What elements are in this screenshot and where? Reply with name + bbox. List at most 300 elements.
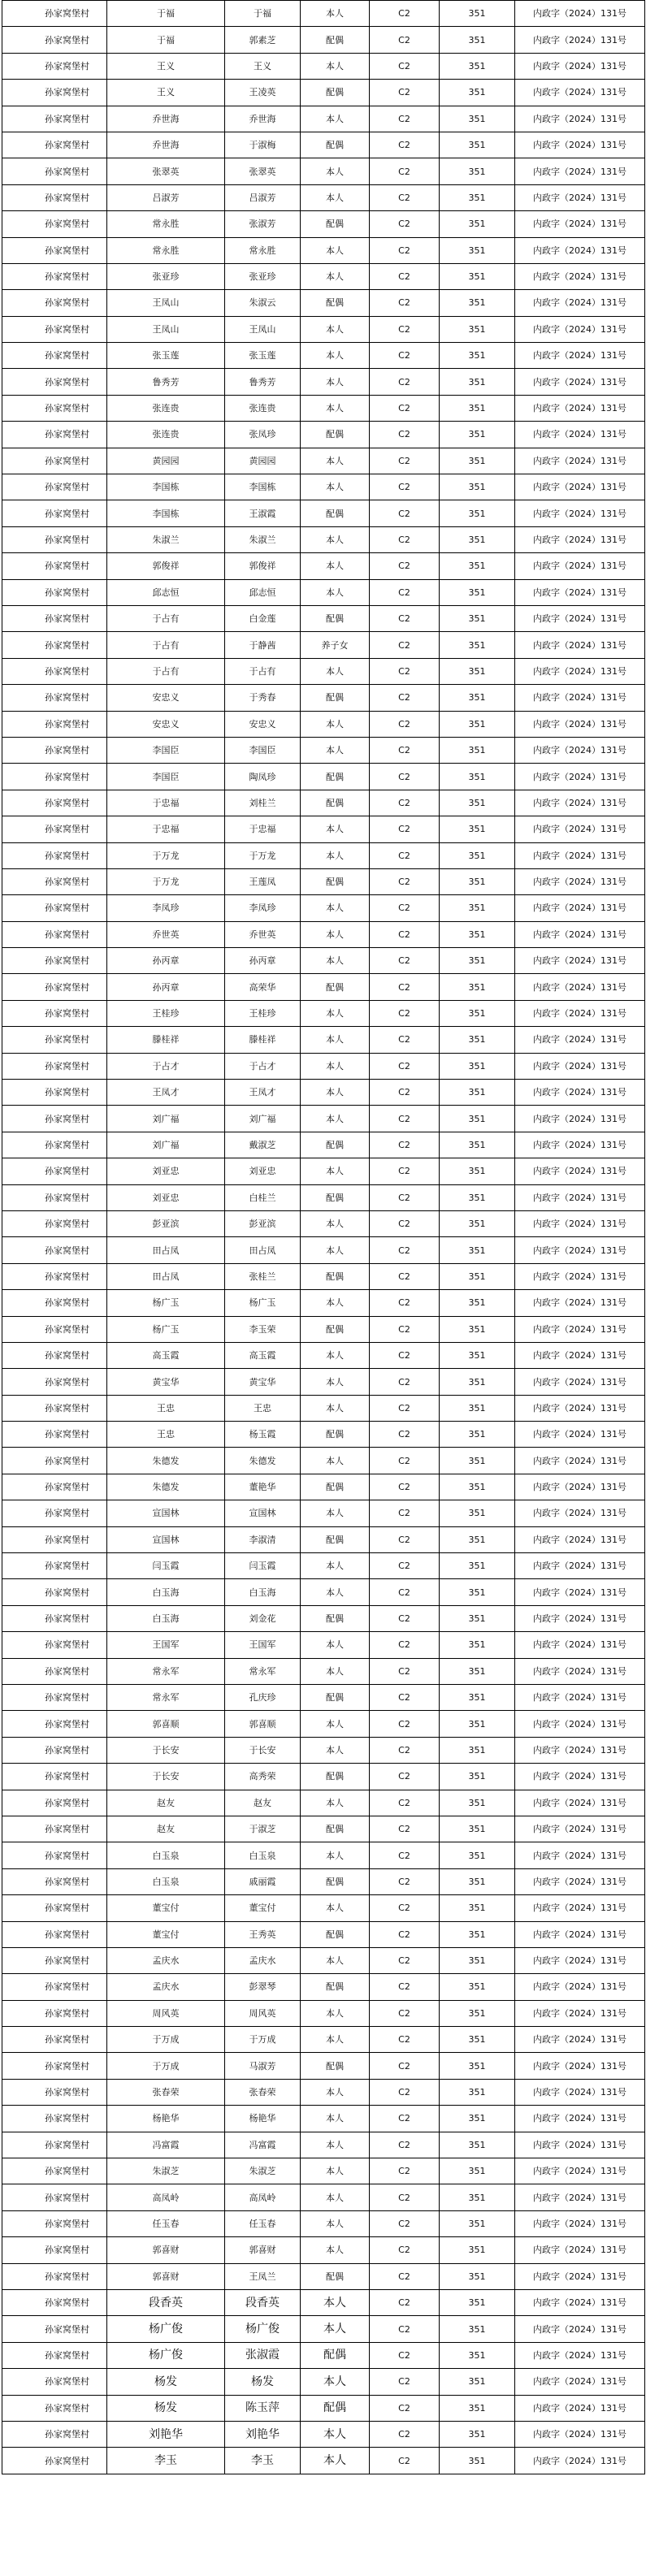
document-number-cell: 内政字（2024）131号: [515, 184, 645, 210]
relationship-cell: 配偶: [301, 1316, 370, 1342]
amount-cell: 351: [440, 2421, 515, 2447]
relationship-cell: 配偶: [301, 2053, 370, 2079]
relationship-cell: 本人: [301, 553, 370, 579]
grade-cell: C2: [370, 80, 440, 106]
village-cell: 孙家窝堡村: [2, 2053, 107, 2079]
document-number-cell: 内政字（2024）131号: [515, 1369, 645, 1395]
member-name-cell: 张亚珍: [225, 263, 301, 289]
document-number-cell: 内政字（2024）131号: [515, 1500, 645, 1526]
table-row: [2, 1764, 645, 1790]
table-row: [2, 1395, 645, 1421]
village-cell: 孙家窝堡村: [2, 1342, 107, 1368]
table-row: [2, 2184, 645, 2210]
amount-cell: 351: [440, 2369, 515, 2395]
village-cell: 孙家窝堡村: [2, 500, 107, 526]
member-name-cell: 高秀荣: [225, 1764, 301, 1790]
table-row: [2, 1658, 645, 1684]
grade-cell: C2: [370, 343, 440, 369]
table-row: [2, 316, 645, 342]
member-name-cell: 董宝付: [225, 1895, 301, 1921]
household-head-cell: 常永胜: [107, 237, 225, 263]
table-row: [2, 1816, 645, 1842]
village-cell: 孙家窝堡村: [2, 474, 107, 500]
member-name-cell: 戚丽霞: [225, 1868, 301, 1894]
amount-cell: 351: [440, 921, 515, 947]
village-cell: 孙家窝堡村: [2, 685, 107, 711]
household-head-cell: 滕桂祥: [107, 1027, 225, 1053]
grade-cell: C2: [370, 921, 440, 947]
member-name-cell: 王凤山: [225, 316, 301, 342]
relationship-cell: 本人: [301, 474, 370, 500]
grade-cell: C2: [370, 1369, 440, 1395]
household-head-cell: 于占有: [107, 658, 225, 684]
member-name-cell: 董艳华: [225, 1474, 301, 1500]
table-row: [2, 2395, 645, 2421]
amount-cell: 351: [440, 2132, 515, 2158]
grade-cell: C2: [370, 579, 440, 605]
grade-cell: C2: [370, 1553, 440, 1579]
grade-cell: C2: [370, 1790, 440, 1816]
grade-cell: C2: [370, 2132, 440, 2158]
household-head-cell: 李国栋: [107, 500, 225, 526]
table-row: [2, 685, 645, 711]
village-cell: 孙家窝堡村: [2, 1053, 107, 1079]
table-row: [2, 1500, 645, 1526]
household-head-cell: 乔世海: [107, 132, 225, 158]
amount-cell: 351: [440, 1658, 515, 1684]
grade-cell: C2: [370, 1158, 440, 1184]
document-number-cell: 内政字（2024）131号: [515, 158, 645, 184]
village-cell: 孙家窝堡村: [2, 263, 107, 289]
grade-cell: C2: [370, 1000, 440, 1026]
member-name-cell: 于占才: [225, 1053, 301, 1079]
village-cell: 孙家窝堡村: [2, 2421, 107, 2447]
relationship-cell: 本人: [301, 237, 370, 263]
relationship-cell: 配偶: [301, 1474, 370, 1500]
table-body: [2, 1, 645, 2474]
village-cell: 孙家窝堡村: [2, 2237, 107, 2263]
grade-cell: C2: [370, 1974, 440, 2000]
relationship-cell: 本人: [301, 1500, 370, 1526]
relationship-cell: 养子女: [301, 632, 370, 658]
document-number-cell: 内政字（2024）131号: [515, 764, 645, 790]
grade-cell: C2: [370, 2316, 440, 2342]
table-row: [2, 1895, 645, 1921]
document-number-cell: 内政字（2024）131号: [515, 2369, 645, 2395]
relationship-cell: 本人: [301, 1210, 370, 1236]
amount-cell: 351: [440, 2000, 515, 2026]
member-name-cell: 王国军: [225, 1632, 301, 1658]
household-head-cell: 鲁秀芳: [107, 369, 225, 395]
amount-cell: 351: [440, 316, 515, 342]
document-number-cell: 内政字（2024）131号: [515, 1553, 645, 1579]
subsidy-record-table: [2, 0, 645, 2474]
household-head-cell: 于忠福: [107, 816, 225, 842]
household-head-cell: 孙丙章: [107, 948, 225, 974]
grade-cell: C2: [370, 1053, 440, 1079]
household-head-cell: 王忠: [107, 1395, 225, 1421]
household-head-cell: 杨广俊: [107, 2316, 225, 2342]
document-number-cell: 内政字（2024）131号: [515, 2263, 645, 2289]
member-name-cell: 乔世海: [225, 106, 301, 132]
document-number-cell: 内政字（2024）131号: [515, 106, 645, 132]
document-number-cell: 内政字（2024）131号: [515, 1263, 645, 1289]
member-name-cell: 朱淑云: [225, 290, 301, 316]
village-cell: 孙家窝堡村: [2, 1764, 107, 1790]
document-number-cell: 内政字（2024）131号: [515, 2106, 645, 2132]
relationship-cell: 本人: [301, 1448, 370, 1474]
village-cell: 孙家窝堡村: [2, 2289, 107, 2315]
document-number-cell: 内政字（2024）131号: [515, 685, 645, 711]
relationship-cell: 本人: [301, 2210, 370, 2236]
relationship-cell: 本人: [301, 2027, 370, 2053]
household-head-cell: 于占有: [107, 632, 225, 658]
amount-cell: 351: [440, 369, 515, 395]
grade-cell: C2: [370, 1184, 440, 1210]
member-name-cell: 常永胜: [225, 237, 301, 263]
amount-cell: 351: [440, 2237, 515, 2263]
relationship-cell: 本人: [301, 2184, 370, 2210]
table-row: [2, 263, 645, 289]
household-head-cell: 段香英: [107, 2289, 225, 2315]
document-number-cell: 内政字（2024）131号: [515, 790, 645, 816]
amount-cell: 351: [440, 290, 515, 316]
document-number-cell: 内政字（2024）131号: [515, 895, 645, 921]
document-number-cell: 内政字（2024）131号: [515, 1632, 645, 1658]
table-row: [2, 764, 645, 790]
grade-cell: C2: [370, 500, 440, 526]
relationship-cell: 本人: [301, 53, 370, 79]
amount-cell: 351: [440, 2210, 515, 2236]
member-name-cell: 王义: [225, 53, 301, 79]
grade-cell: C2: [370, 53, 440, 79]
table-row: [2, 1027, 645, 1053]
table-row: [2, 1474, 645, 1500]
member-name-cell: 张翠英: [225, 158, 301, 184]
grade-cell: C2: [370, 974, 440, 1000]
document-number-cell: 内政字（2024）131号: [515, 1921, 645, 1947]
grade-cell: C2: [370, 1658, 440, 1684]
relationship-cell: 本人: [301, 948, 370, 974]
amount-cell: 351: [440, 1027, 515, 1053]
household-head-cell: 杨广玉: [107, 1316, 225, 1342]
table-row: [2, 1685, 645, 1711]
grade-cell: C2: [370, 1027, 440, 1053]
table-row: [2, 1921, 645, 1947]
village-cell: 孙家窝堡村: [2, 974, 107, 1000]
amount-cell: 351: [440, 685, 515, 711]
relationship-cell: 配偶: [301, 132, 370, 158]
grade-cell: C2: [370, 842, 440, 868]
village-cell: 孙家窝堡村: [2, 2106, 107, 2132]
household-head-cell: 王凤才: [107, 1080, 225, 1106]
member-name-cell: 张连贵: [225, 395, 301, 421]
amount-cell: 351: [440, 605, 515, 631]
amount-cell: 351: [440, 2053, 515, 2079]
table-row: [2, 2106, 645, 2132]
village-cell: 孙家窝堡村: [2, 158, 107, 184]
document-number-cell: 内政字（2024）131号: [515, 2395, 645, 2421]
document-number-cell: 内政字（2024）131号: [515, 1816, 645, 1842]
household-head-cell: 高凤岭: [107, 2184, 225, 2210]
table-row: [2, 158, 645, 184]
document-number-cell: 内政字（2024）131号: [515, 27, 645, 53]
amount-cell: 351: [440, 2027, 515, 2053]
grade-cell: C2: [370, 1237, 440, 1263]
relationship-cell: 本人: [301, 1895, 370, 1921]
member-name-cell: 常永军: [225, 1658, 301, 1684]
grade-cell: C2: [370, 237, 440, 263]
household-head-cell: 乔世英: [107, 921, 225, 947]
grade-cell: C2: [370, 2395, 440, 2421]
relationship-cell: 配偶: [301, 1764, 370, 1790]
table-row: [2, 2289, 645, 2315]
grade-cell: C2: [370, 106, 440, 132]
relationship-cell: 配偶: [301, 1132, 370, 1158]
grade-cell: C2: [370, 526, 440, 552]
village-cell: 孙家窝堡村: [2, 737, 107, 763]
document-number-cell: 内政字（2024）131号: [515, 2237, 645, 2263]
document-number-cell: 内政字（2024）131号: [515, 1000, 645, 1026]
document-number-cell: 内政字（2024）131号: [515, 1290, 645, 1316]
member-name-cell: 田占凤: [225, 1237, 301, 1263]
relationship-cell: 本人: [301, 2132, 370, 2158]
grade-cell: C2: [370, 1395, 440, 1421]
relationship-cell: 配偶: [301, 1868, 370, 1894]
grade-cell: C2: [370, 1, 440, 27]
household-head-cell: 于万龙: [107, 842, 225, 868]
document-number-cell: 内政字（2024）131号: [515, 1658, 645, 1684]
document-number-cell: 内政字（2024）131号: [515, 2158, 645, 2184]
table-row: [2, 553, 645, 579]
grade-cell: C2: [370, 211, 440, 237]
relationship-cell: 本人: [301, 448, 370, 474]
member-name-cell: 滕桂祥: [225, 1027, 301, 1053]
table-row: [2, 1737, 645, 1763]
member-name-cell: 于万龙: [225, 842, 301, 868]
amount-cell: 351: [440, 1685, 515, 1711]
household-head-cell: 朱德发: [107, 1474, 225, 1500]
member-name-cell: 陶凤珍: [225, 764, 301, 790]
amount-cell: 351: [440, 1210, 515, 1236]
amount-cell: 351: [440, 1158, 515, 1184]
village-cell: 孙家窝堡村: [2, 1316, 107, 1342]
document-number-cell: 内政字（2024）131号: [515, 1526, 645, 1552]
member-name-cell: 陈玉萍: [225, 2395, 301, 2421]
grade-cell: C2: [370, 1816, 440, 1842]
household-head-cell: 张春荣: [107, 2079, 225, 2105]
amount-cell: 351: [440, 1921, 515, 1947]
village-cell: 孙家窝堡村: [2, 448, 107, 474]
household-head-cell: 赵友: [107, 1816, 225, 1842]
amount-cell: 351: [440, 343, 515, 369]
document-number-cell: 内政字（2024）131号: [515, 1210, 645, 1236]
village-cell: 孙家窝堡村: [2, 1237, 107, 1263]
relationship-cell: 配偶: [301, 1184, 370, 1210]
grade-cell: C2: [370, 632, 440, 658]
relationship-cell: 本人: [301, 1158, 370, 1184]
relationship-cell: 本人: [301, 2289, 370, 2315]
village-cell: 孙家窝堡村: [2, 2000, 107, 2026]
relationship-cell: 配偶: [301, 1816, 370, 1842]
member-name-cell: 王凤兰: [225, 2263, 301, 2289]
village-cell: 孙家窝堡村: [2, 2184, 107, 2210]
document-number-cell: 内政字（2024）131号: [515, 2342, 645, 2368]
amount-cell: 351: [440, 474, 515, 500]
relationship-cell: 本人: [301, 1579, 370, 1605]
village-cell: 孙家窝堡村: [2, 2316, 107, 2342]
amount-cell: 351: [440, 237, 515, 263]
table-row: [2, 921, 645, 947]
relationship-cell: 本人: [301, 1237, 370, 1263]
table-row: [2, 27, 645, 53]
document-number-cell: 内政字（2024）131号: [515, 211, 645, 237]
village-cell: 孙家窝堡村: [2, 579, 107, 605]
table-row: [2, 2369, 645, 2395]
relationship-cell: 本人: [301, 158, 370, 184]
table-row: [2, 53, 645, 79]
table-row: [2, 2263, 645, 2289]
village-cell: 孙家窝堡村: [2, 1632, 107, 1658]
household-head-cell: 孙丙章: [107, 974, 225, 1000]
relationship-cell: 配偶: [301, 2263, 370, 2289]
amount-cell: 351: [440, 1106, 515, 1132]
member-name-cell: 郭俊祥: [225, 553, 301, 579]
amount-cell: 351: [440, 1316, 515, 1342]
table-row: [2, 1106, 645, 1132]
household-head-cell: 任玉春: [107, 2210, 225, 2236]
household-head-cell: 周风英: [107, 2000, 225, 2026]
amount-cell: 351: [440, 80, 515, 106]
amount-cell: 351: [440, 1711, 515, 1737]
table-row: [2, 2448, 645, 2474]
village-cell: 孙家窝堡村: [2, 1422, 107, 1448]
village-cell: 孙家窝堡村: [2, 316, 107, 342]
relationship-cell: 本人: [301, 1790, 370, 1816]
amount-cell: 351: [440, 868, 515, 894]
member-name-cell: 刘金花: [225, 1605, 301, 1631]
village-cell: 孙家窝堡村: [2, 343, 107, 369]
member-name-cell: 郭喜顺: [225, 1711, 301, 1737]
table-row: [2, 1184, 645, 1210]
relationship-cell: 配偶: [301, 1685, 370, 1711]
household-head-cell: 刘广福: [107, 1106, 225, 1132]
document-number-cell: 内政字（2024）131号: [515, 2000, 645, 2026]
village-cell: 孙家窝堡村: [2, 80, 107, 106]
relationship-cell: 本人: [301, 2158, 370, 2184]
relationship-cell: 本人: [301, 2079, 370, 2105]
relationship-cell: 本人: [301, 526, 370, 552]
grade-cell: C2: [370, 1210, 440, 1236]
relationship-cell: 本人: [301, 737, 370, 763]
grade-cell: C2: [370, 1764, 440, 1790]
grade-cell: C2: [370, 2342, 440, 2368]
village-cell: 孙家窝堡村: [2, 184, 107, 210]
member-name-cell: 白玉海: [225, 1579, 301, 1605]
village-cell: 孙家窝堡村: [2, 921, 107, 947]
amount-cell: 351: [440, 1842, 515, 1868]
member-name-cell: 周风英: [225, 2000, 301, 2026]
village-cell: 孙家窝堡村: [2, 2027, 107, 2053]
amount-cell: 351: [440, 1080, 515, 1106]
document-number-cell: 内政字（2024）131号: [515, 948, 645, 974]
household-head-cell: 于忠福: [107, 790, 225, 816]
relationship-cell: 本人: [301, 316, 370, 342]
document-number-cell: 内政字（2024）131号: [515, 1895, 645, 1921]
village-cell: 孙家窝堡村: [2, 237, 107, 263]
document-number-cell: 内政字（2024）131号: [515, 2316, 645, 2342]
member-name-cell: 宣国林: [225, 1500, 301, 1526]
village-cell: 孙家窝堡村: [2, 1816, 107, 1842]
village-cell: 孙家窝堡村: [2, 2210, 107, 2236]
document-number-cell: 内政字（2024）131号: [515, 2210, 645, 2236]
amount-cell: 351: [440, 263, 515, 289]
member-name-cell: 于万成: [225, 2027, 301, 2053]
relationship-cell: 本人: [301, 2237, 370, 2263]
relationship-cell: 配偶: [301, 500, 370, 526]
village-cell: 孙家窝堡村: [2, 1790, 107, 1816]
household-head-cell: 于长安: [107, 1737, 225, 1763]
household-head-cell: 安忠义: [107, 685, 225, 711]
document-number-cell: 内政字（2024）131号: [515, 1579, 645, 1605]
grade-cell: C2: [370, 790, 440, 816]
household-head-cell: 王桂珍: [107, 1000, 225, 1026]
document-number-cell: 内政字（2024）131号: [515, 526, 645, 552]
household-head-cell: 李国臣: [107, 737, 225, 763]
village-cell: 孙家窝堡村: [2, 2132, 107, 2158]
village-cell: 孙家窝堡村: [2, 1947, 107, 1973]
grade-cell: C2: [370, 2237, 440, 2263]
village-cell: 孙家窝堡村: [2, 1605, 107, 1631]
document-number-cell: 内政字（2024）131号: [515, 1106, 645, 1132]
village-cell: 孙家窝堡村: [2, 1842, 107, 1868]
member-name-cell: 刘广福: [225, 1106, 301, 1132]
relationship-cell: 本人: [301, 343, 370, 369]
amount-cell: 351: [440, 422, 515, 448]
amount-cell: 351: [440, 395, 515, 421]
member-name-cell: 闫玉霞: [225, 1553, 301, 1579]
amount-cell: 351: [440, 1947, 515, 1973]
village-cell: 孙家窝堡村: [2, 1158, 107, 1184]
village-cell: 孙家窝堡村: [2, 553, 107, 579]
document-number-cell: 内政字（2024）131号: [515, 842, 645, 868]
grade-cell: C2: [370, 132, 440, 158]
grade-cell: C2: [370, 816, 440, 842]
table-row: [2, 605, 645, 631]
document-number-cell: 内政字（2024）131号: [515, 263, 645, 289]
relationship-cell: 本人: [301, 711, 370, 737]
member-name-cell: 高凤岭: [225, 2184, 301, 2210]
relationship-cell: 本人: [301, 1711, 370, 1737]
amount-cell: 351: [440, 2395, 515, 2421]
household-head-cell: 常永胜: [107, 211, 225, 237]
document-number-cell: 内政字（2024）131号: [515, 1764, 645, 1790]
amount-cell: 351: [440, 132, 515, 158]
member-name-cell: 杨广俊: [225, 2316, 301, 2342]
grade-cell: C2: [370, 895, 440, 921]
village-cell: 孙家窝堡村: [2, 395, 107, 421]
document-number-cell: 内政字（2024）131号: [515, 1184, 645, 1210]
grade-cell: C2: [370, 2106, 440, 2132]
member-name-cell: 张淑芳: [225, 211, 301, 237]
member-name-cell: 黄园园: [225, 448, 301, 474]
village-cell: 孙家窝堡村: [2, 1448, 107, 1474]
member-name-cell: 于淑芝: [225, 1816, 301, 1842]
amount-cell: 351: [440, 500, 515, 526]
member-name-cell: 白玉泉: [225, 1842, 301, 1868]
member-name-cell: 朱淑兰: [225, 526, 301, 552]
grade-cell: C2: [370, 422, 440, 448]
